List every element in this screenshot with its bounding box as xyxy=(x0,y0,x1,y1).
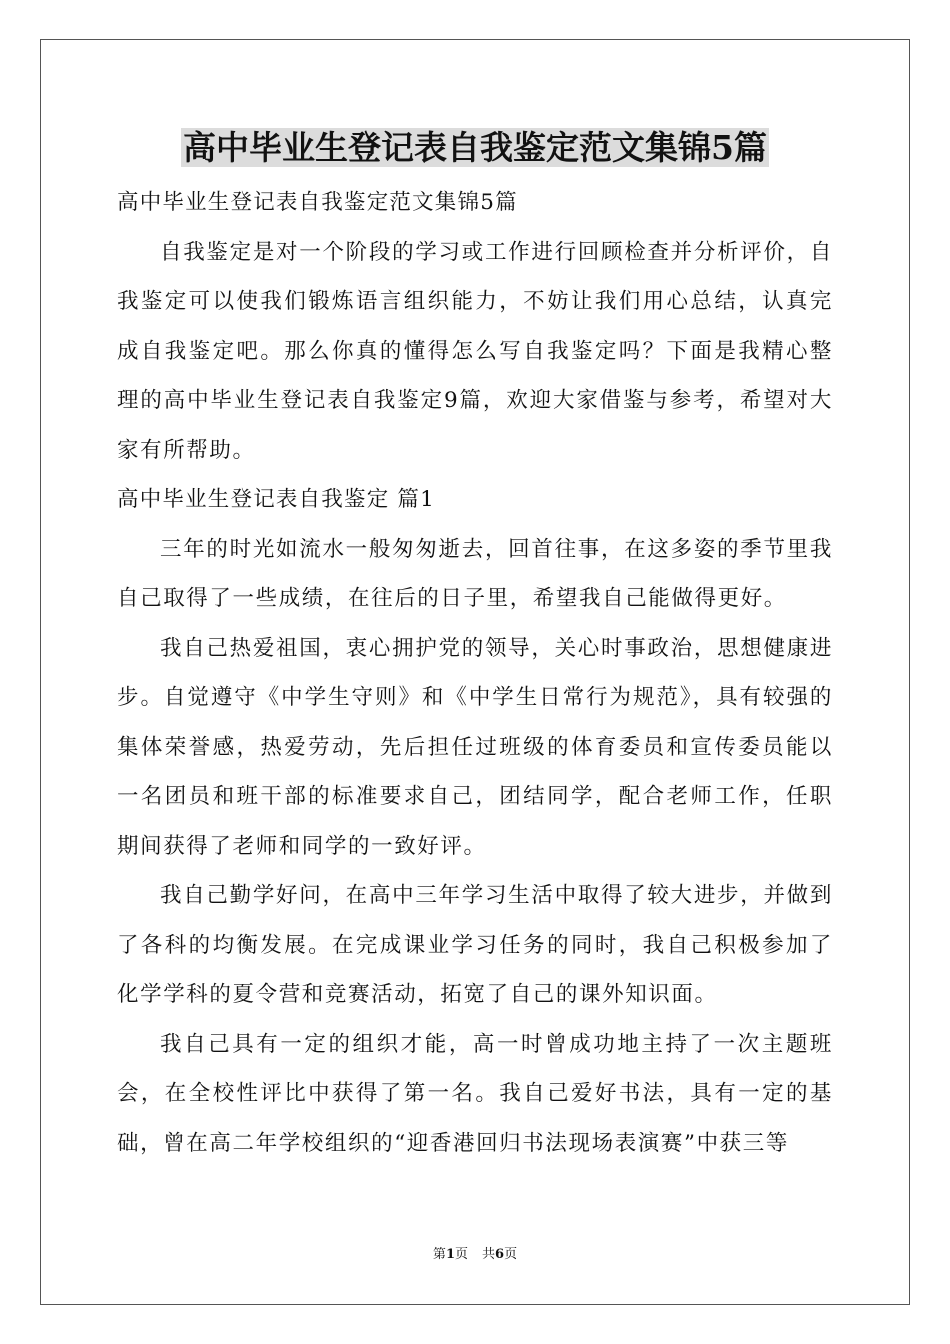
page-footer xyxy=(0,1246,950,1264)
document-subtitle: 高中毕业生登记表自我鉴定范文集锦5篇 xyxy=(117,190,518,215)
document-title-text: 高中毕业生登记表自我鉴定范文集锦5篇 xyxy=(183,128,767,167)
document-body xyxy=(117,178,833,1168)
total-pages: 6 xyxy=(495,1247,505,1262)
document-title xyxy=(0,126,950,170)
page-prefix: 第 xyxy=(432,1247,446,1262)
page-suffix: 页 xyxy=(454,1247,468,1262)
body-paragraph: 我自己勤学好问，在高中三年学习生活中取得了较大进步，并做到了各科的均衡发展。在完成课业学习任务的同时，我自己积极参加了化学学科的夏令营和竞赛活动，拓宽了自己的课外知识面。 xyxy=(117,883,833,1007)
section-heading: 高中毕业生登记表自我鉴定 篇1 xyxy=(117,487,436,512)
body-paragraph: 我自己具有一定的组织才能，高一时曾成功地主持了一次主题班会，在全校性评比中获得了第一名。我自己爱好书法，具有一定的基础，曾在高二年学校组织的“迎香港回归书法现场表演赛”中获三等 xyxy=(117,1031,833,1156)
total-prefix: 共 xyxy=(482,1247,496,1262)
body-paragraph: 我自己热爱祖国，衷心拥护党的领导，关心时事政治，思想健康进步。自觉遵守《中学生守则》和《中学生日常行为规范》，具有较强的集体荣誉感，热爱劳动，先后担任过班级的体育委员和宣传委员能以一名团员和班干部的标准要求自己，团结同学，配合老师工作，任职期间获得了老师和同学的一致好评。 xyxy=(117,635,833,859)
page-number: 1 xyxy=(445,1247,455,1262)
intro-paragraph: 自我鉴定是对一个阶段的学习或工作进行回顾检查并分析评价，自我鉴定可以使我们锻炼语言组织能力，不妨让我们用心总结，认真完成自我鉴定吧。那么你真的懂得怎么写自我鉴定吗？下面是我精心整理的高中毕业生登记表自我鉴定9篇，欢迎大家借鉴与参考，希望对大家有所帮助。 xyxy=(117,239,833,463)
total-suffix: 页 xyxy=(504,1247,518,1262)
body-paragraph: 三年的时光如流水一般匆匆逝去，回首往事，在这多姿的季节里我自己取得了一些成绩，在往后的日子里，希望我自己能做得更好。 xyxy=(117,536,833,611)
